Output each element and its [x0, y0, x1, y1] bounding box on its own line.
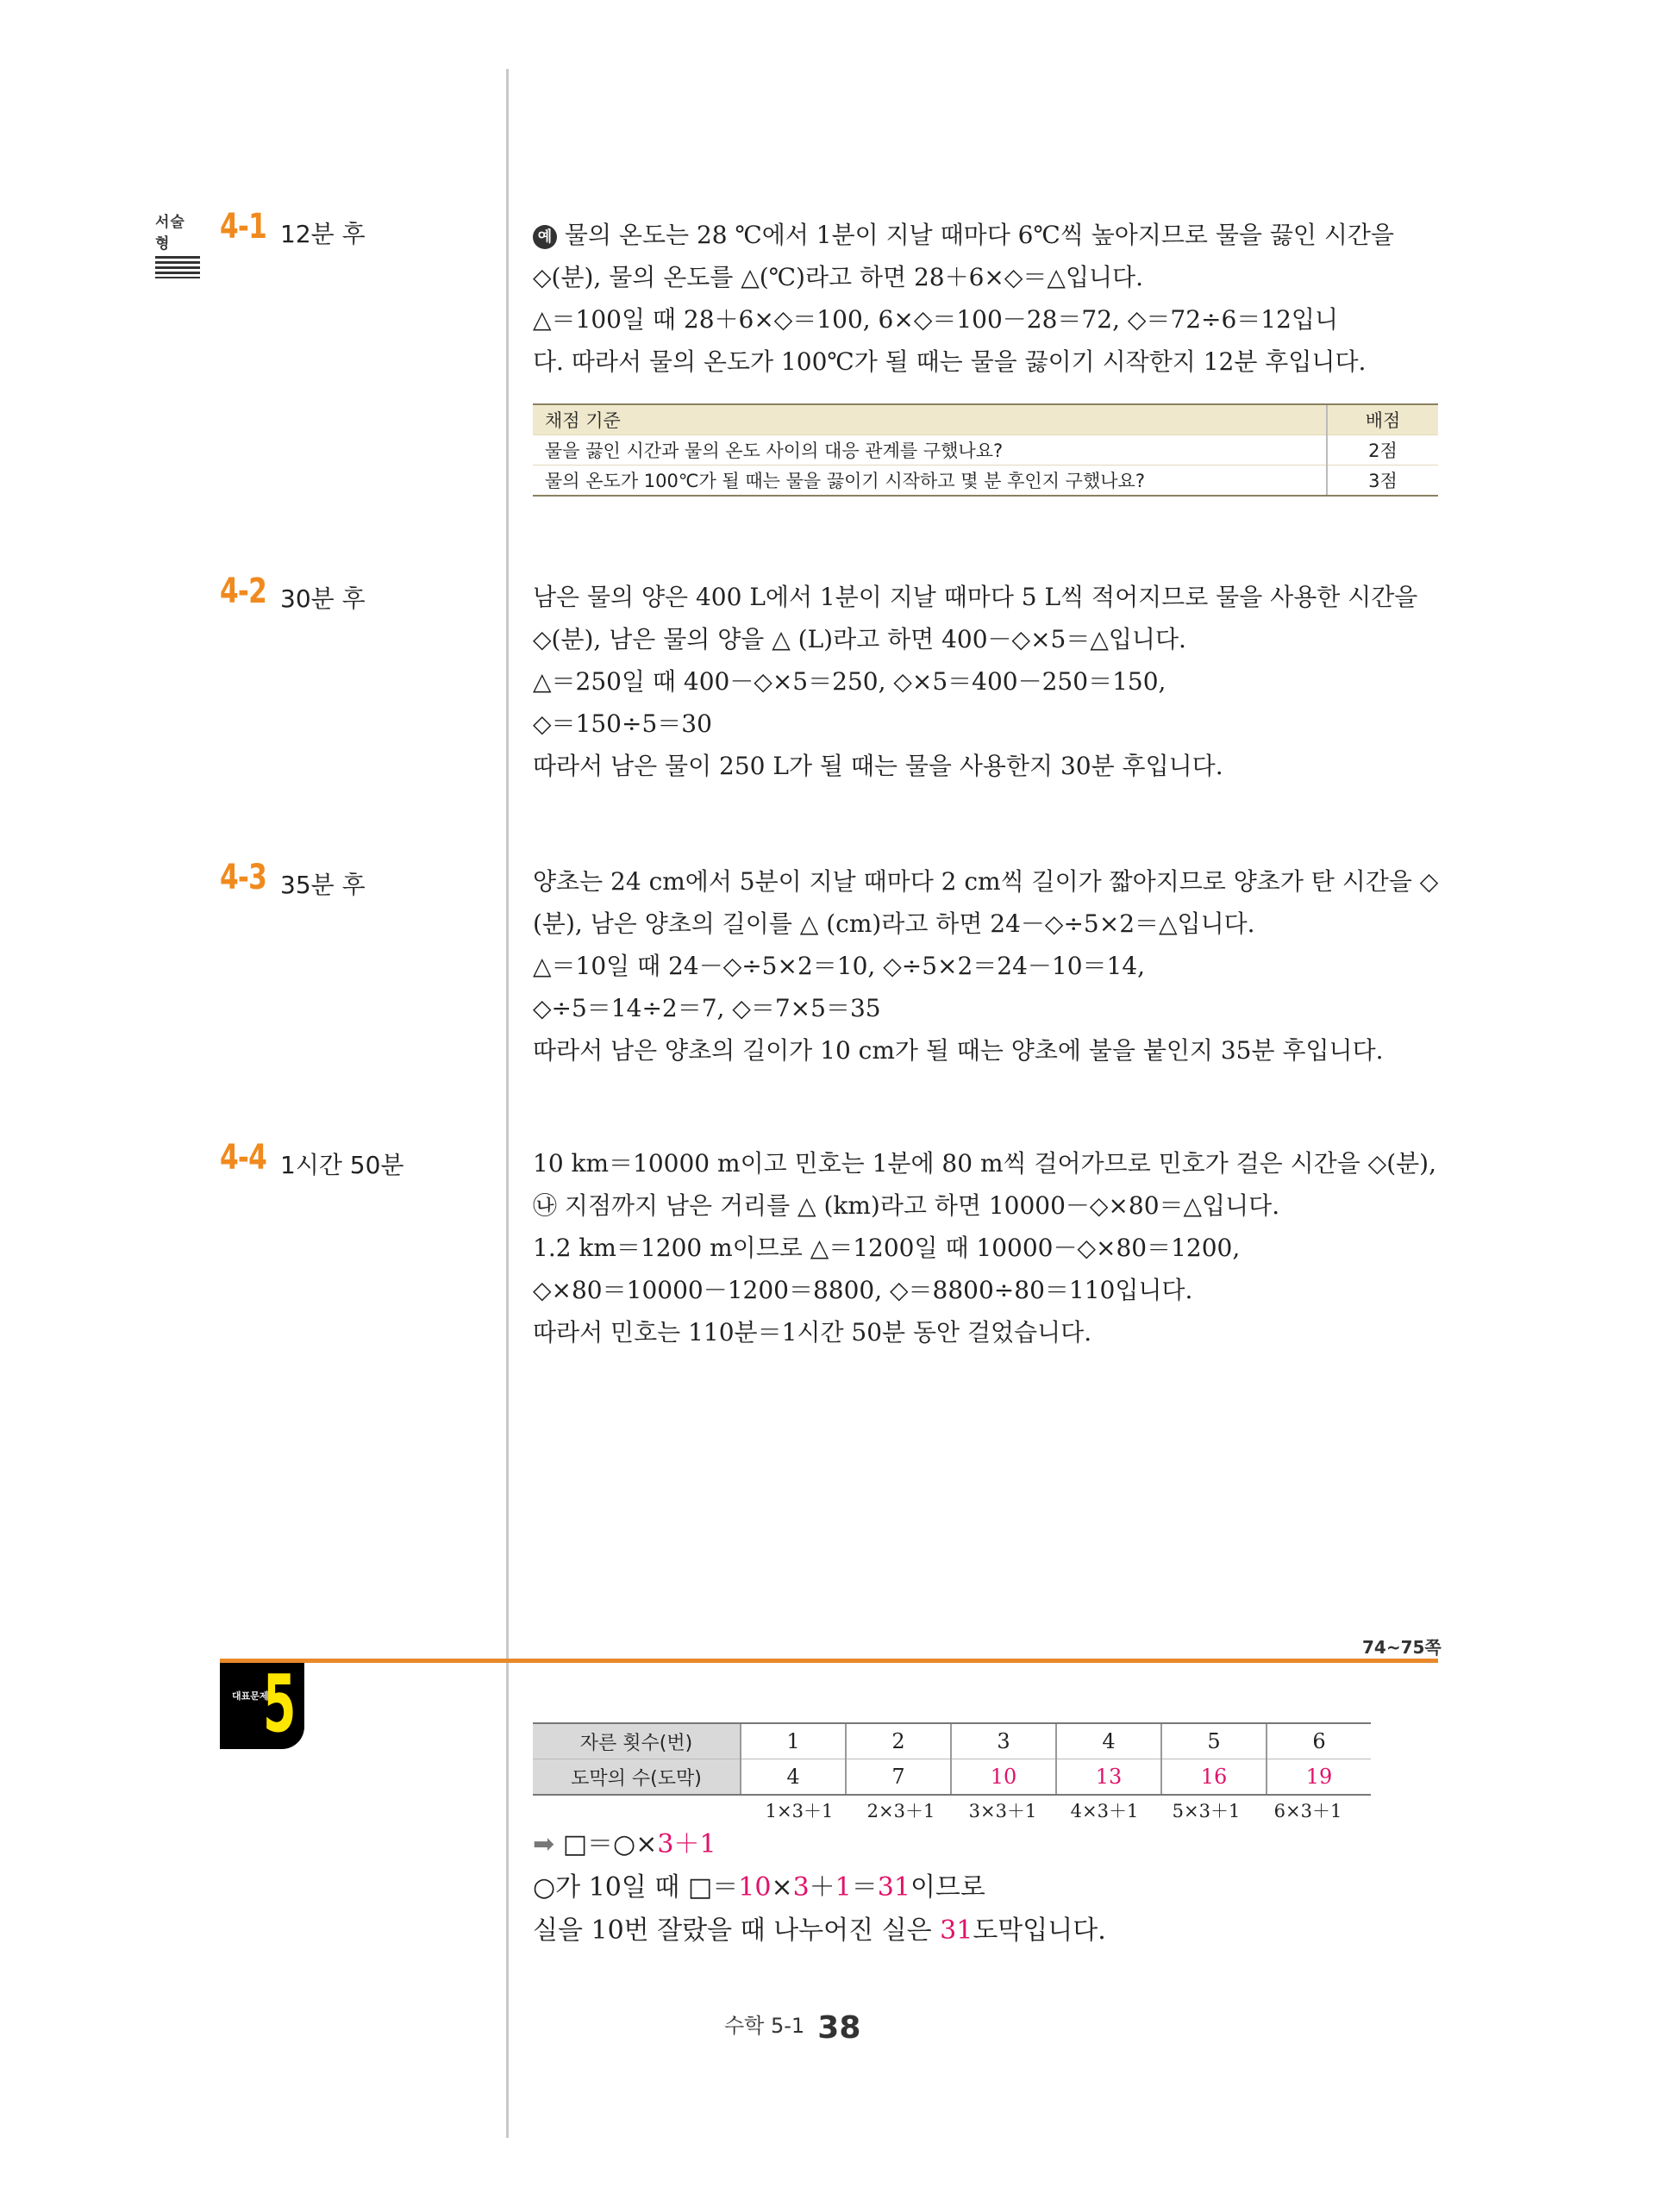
conclusion: [533, 1823, 1106, 1953]
page-number: 38: [817, 2010, 861, 2046]
grading-table: [533, 403, 1438, 497]
solution-line: 따라서 민호는 110분＝1시간 50분 동안 걸었습니다.: [533, 1318, 1092, 1347]
solution-line: 10 km＝10000 m이고 민호는 1분에 80 m씩 걸어가므로 민호가 걸은 시간을 ◇(분),: [533, 1149, 1437, 1178]
problem-answer-4-1: 12분 후: [280, 220, 366, 248]
problem-number-4-3: 4-3: [220, 858, 267, 897]
grading-criteria: 물의 온도가 100℃가 될 때는 물을 끓이기 시작하고 몇 분 후인지 구했나요?: [533, 466, 1327, 497]
example-mark: 예: [533, 225, 557, 249]
rep-badge-label: 대표문제: [232, 1690, 269, 1702]
piece-cell: 13: [1056, 1759, 1161, 1796]
solution-line: ◇÷5＝14÷2＝7, ◇＝7×5＝35: [533, 994, 881, 1022]
solution-line: △＝250일 때 400－◇×5＝250, ◇×5＝400－250＝150,: [533, 667, 1166, 696]
solution-4-2: [533, 576, 1438, 787]
footer-subject: 수학 5-1: [724, 2014, 805, 2038]
solution-line: △＝10일 때 24－◇÷5×2＝10, ◇÷5×2＝24－10＝14,: [533, 952, 1146, 980]
solution-4-3: [533, 860, 1438, 1072]
grading-header-row: [533, 404, 1438, 435]
solution-line: 1.2 km＝1200 m이므로 △＝1200일 때 10000－◇×80＝1200,: [533, 1234, 1241, 1262]
solution-line: ◇＝150÷5＝30: [533, 709, 712, 738]
cut-cell: 1: [741, 1723, 846, 1759]
cut-table: [533, 1722, 1371, 1796]
solution-line: (분), 남은 양초의 길이를 △ (cm)라고 하면 24－◇÷5×2＝△입니다.: [533, 909, 1255, 938]
piece-row-header: 도막의 수(도막): [533, 1759, 741, 1796]
grading-score: 3점: [1327, 466, 1438, 497]
piece-cell: 19: [1267, 1759, 1371, 1796]
solution-line: ◇(분), 남은 물의 양을 △ (L)라고 하면 400－◇×5＝△입니다.: [533, 625, 1186, 653]
solution-line: 따라서 남은 물이 250 L가 될 때는 물을 사용한지 30분 후입니다.: [533, 752, 1223, 780]
problem-answer-4-2: 30분 후: [280, 584, 366, 613]
piece-cell: 16: [1161, 1759, 1267, 1796]
substitution-line: ○가 10일 때 □＝10×3＋1＝31이므로: [533, 1872, 985, 1903]
solution-line: ◇×80＝10000－1200＝8800, ◇＝8800÷80＝110입니다.: [533, 1276, 1193, 1304]
essay-lines-icon: [155, 256, 200, 278]
formula: 4×3＋1: [1070, 1801, 1139, 1821]
solution-line: 따라서 남은 양초의 길이가 10 cm가 될 때는 양초에 불을 붙인지 35분 후입니다.: [533, 1036, 1384, 1065]
solution-line: ㉯ 지점까지 남은 거리를 △ (km)라고 하면 10000－◇×80＝△입니다.: [533, 1191, 1280, 1220]
cut-row-header: 자른 횟수(번): [533, 1723, 741, 1759]
problem-answer-4-3: 35분 후: [280, 871, 366, 899]
solution-line: 남은 물의 양은 400 L에서 1분이 지날 때마다 5 L씩 적어지므로 물을 사용한 시간을: [533, 583, 1418, 611]
solution-line: △＝100일 때 28＋6×◇＝100, 6×◇＝100－28＝72, ◇＝72÷6＝12입니: [533, 305, 1339, 334]
cut-cell: 5: [1161, 1723, 1267, 1759]
grading-row: [533, 435, 1438, 466]
formula: 1×3＋1: [765, 1801, 834, 1821]
problem-answer-4-4: 1시간 50분: [280, 1151, 404, 1179]
piece-cell: 7: [846, 1759, 951, 1796]
cut-cell: 6: [1267, 1723, 1371, 1759]
grading-header-criteria: 채점 기준: [533, 404, 1327, 435]
piece-row: [533, 1759, 1371, 1796]
grading-criteria: 물을 끓인 시간과 물의 온도 사이의 대응 관계를 구했나요?: [533, 435, 1327, 466]
cut-row: [533, 1723, 1371, 1759]
grading-header-score: 배점: [1327, 404, 1438, 435]
essay-type-badge: [155, 209, 200, 278]
representative-problem-badge: [220, 1658, 304, 1750]
formula: 2×3＋1: [866, 1801, 935, 1821]
problem-number-4-4: 4-4: [220, 1138, 267, 1178]
cut-cell: 4: [1056, 1723, 1161, 1759]
page-footer: [724, 2009, 860, 2046]
piece-cell: 10: [951, 1759, 1056, 1796]
piece-cell: 4: [741, 1759, 846, 1796]
essay-label: 서술형: [155, 214, 185, 253]
formula: 3×3＋1: [968, 1801, 1037, 1821]
cut-cell: 3: [951, 1723, 1056, 1759]
formula: 6×3＋1: [1273, 1801, 1342, 1821]
solution-line: 다. 따라서 물의 온도가 100℃가 될 때는 물을 끓이기 시작한지 12분 후입니다.: [533, 347, 1367, 376]
column-divider: [506, 69, 509, 2138]
answer-line: 실을 10번 잘랐을 때 나누어진 실은 31도막입니다.: [533, 1915, 1106, 1946]
rule-line: ➡ □＝○×3＋1: [533, 1829, 716, 1859]
formula: 5×3＋1: [1172, 1801, 1241, 1821]
solution-4-1: [533, 214, 1438, 383]
solution-line: 양초는 24 cm에서 5분이 지날 때마다 2 cm씩 길이가 짧아지므로 양초가 탄 시간을 ◇: [533, 867, 1439, 896]
solution-4-4: [533, 1142, 1438, 1353]
solution-line: ◇(분), 물의 온도를 △(℃)라고 하면 28＋6×◇＝△입니다.: [533, 263, 1143, 291]
rep-badge-number: 5: [263, 1658, 297, 1750]
problem-number-4-1: 4-1: [220, 207, 267, 247]
grading-row: [533, 466, 1438, 497]
page-reference: 74~75쪽: [1362, 1637, 1442, 1658]
problem-number-4-2: 4-2: [220, 572, 267, 611]
cut-cell: 2: [846, 1723, 951, 1759]
arrow-right-icon: ➡: [533, 1829, 555, 1859]
section-divider: [220, 1659, 1438, 1663]
grading-score: 2점: [1327, 435, 1438, 466]
solution-line: 예 물의 온도는 28 ℃에서 1분이 지날 때마다 6℃씩 높아지므로 물을 끓인 시간을: [533, 214, 1438, 256]
